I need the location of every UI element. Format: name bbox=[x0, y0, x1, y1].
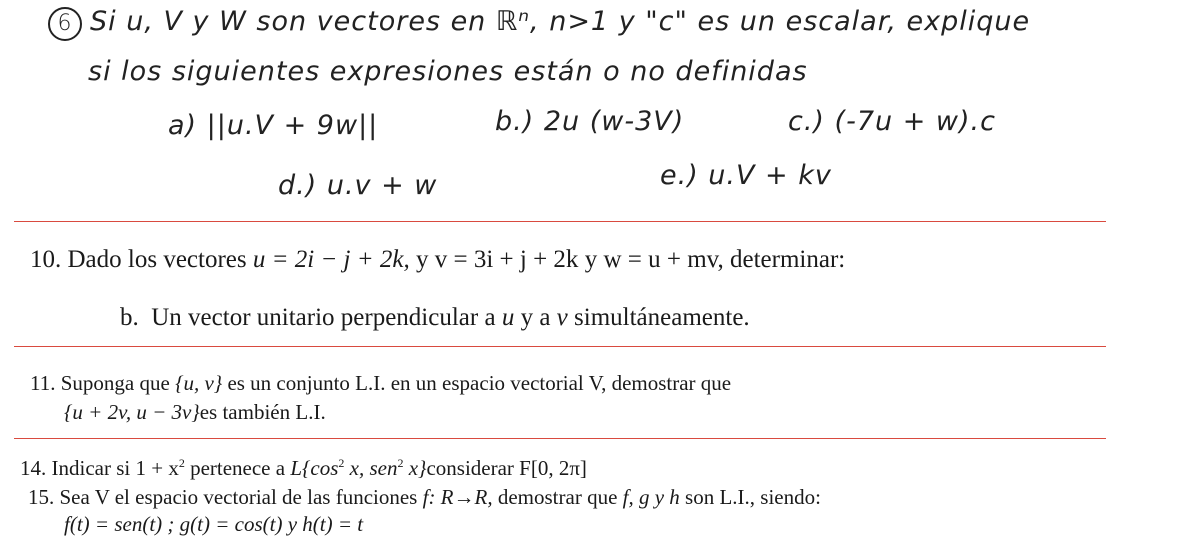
problem-14-pre: Indicar si 1 + x bbox=[51, 456, 179, 480]
problem-6-item-e: e.) u.V + kv bbox=[660, 160, 832, 191]
problem-15-mid: demostrar que bbox=[497, 485, 618, 509]
problem-14-post: considerar F[0, 2π] bbox=[426, 456, 587, 480]
problem-10-b-text-2: simultáneamente. bbox=[574, 304, 750, 331]
problem-10-u-def: u = 2i − j + 2k, bbox=[252, 246, 410, 273]
problem-15-map: f: R→R, bbox=[422, 485, 493, 509]
problem-6-item-a: a) ||u.V + 9w|| bbox=[168, 110, 379, 141]
problem-11-line-1 bbox=[30, 371, 731, 396]
problem-15-number: 15. bbox=[28, 485, 55, 509]
problem-10-v-def: y v = 3i + j + 2k bbox=[415, 246, 579, 273]
problem-11-set-2: {u + 2v, u − 3v} bbox=[64, 400, 200, 424]
divider-3 bbox=[14, 438, 1106, 439]
problem-10-item-b bbox=[120, 304, 750, 332]
problem-10-statement bbox=[30, 246, 845, 274]
problem-11-line-2 bbox=[64, 400, 326, 425]
problem-6-item-d: d.) u.v + w bbox=[278, 170, 438, 201]
problem-14-arg-2: x} bbox=[403, 456, 427, 480]
problem-10-b-u: u bbox=[501, 304, 515, 331]
problem-6-number: 6 bbox=[48, 7, 82, 41]
problem-6-statement-1: Si u, V y W son vectores en ℝⁿ, n>1 y "c" es un escalar, explique bbox=[90, 6, 1031, 37]
problem-6-item-b: b.) 2u (w-3V) bbox=[495, 106, 685, 137]
problem-15-post: son L.I., siendo: bbox=[685, 485, 821, 509]
problem-11-number: 11. bbox=[30, 371, 56, 395]
problem-11-post: es un conjunto L.I. en un espacio vectorial V, demostrar que bbox=[227, 371, 732, 395]
problem-11-line-2-post: es también L.I. bbox=[199, 400, 326, 424]
problem-11-pre: Suponga que bbox=[60, 371, 170, 395]
problem-14-mid: pertenece a bbox=[184, 456, 291, 480]
problem-6-item-c: c.) (-7u + w).c bbox=[788, 106, 996, 137]
problem-14-exp-3: 2 bbox=[397, 456, 404, 470]
problem-15-fgh: f, g y h bbox=[622, 485, 680, 509]
problem-6-statement-2: si los siguientes expresiones están o no definidas bbox=[88, 56, 808, 87]
problem-14-exp-1: 2 bbox=[178, 456, 185, 470]
problem-10-b-v: v bbox=[556, 304, 568, 331]
problem-6-line-1 bbox=[48, 6, 1030, 41]
problem-15-line-2: f(t) = sen(t) ; g(t) = cos(t) y h(t) = t bbox=[64, 512, 364, 536]
problem-14-number: 14. bbox=[20, 456, 47, 480]
problem-15-line-1 bbox=[28, 485, 821, 510]
problem-14-exp-2: 2 bbox=[338, 456, 345, 470]
divider-2 bbox=[14, 346, 1106, 347]
problem-10-b-text-1: Un vector unitario perpendicular a bbox=[151, 304, 496, 331]
problem-15-pre: Sea V el espacio vectorial de las funciones bbox=[59, 485, 418, 509]
problem-14-arg-1: x, sen bbox=[344, 456, 398, 480]
problem-10-b-label: b. bbox=[120, 304, 139, 331]
divider-1 bbox=[14, 221, 1106, 222]
problem-14-statement bbox=[20, 456, 587, 481]
problem-10-intro: Dado los vectores bbox=[67, 246, 247, 273]
problem-10-number: 10. bbox=[30, 246, 62, 273]
problem-11-set-1: {u, v} bbox=[175, 371, 223, 395]
problem-10-tail: determinar: bbox=[730, 246, 846, 273]
problem-14-span: L{cos bbox=[290, 456, 339, 480]
problem-10-b-y: y a bbox=[520, 304, 551, 331]
problem-10-w-def: y w = u + mv, bbox=[584, 246, 724, 273]
